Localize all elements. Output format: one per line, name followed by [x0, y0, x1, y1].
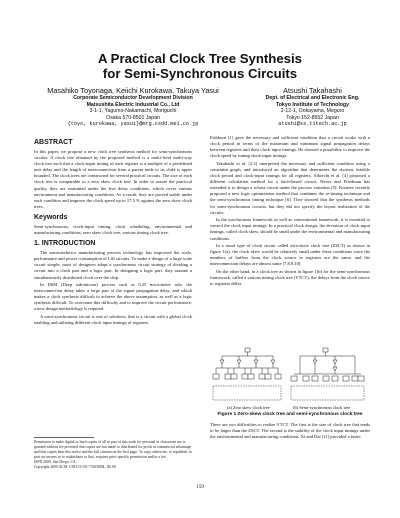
paper-title-line2: for Semi-Synchronous Circuits [102, 66, 298, 81]
author-block-right [250, 86, 375, 128]
affiliation-line: Osaka 570-8501 Japan [106, 114, 160, 121]
clock-tree-figure [210, 346, 370, 404]
author-block-left [28, 86, 238, 128]
author-name-right: Atsushi Takahashi [283, 86, 342, 95]
intro-heading: 1. INTRODUCTION [34, 240, 96, 248]
affiliation-line: Dept. of Electrical and Electronic Eng. [265, 95, 360, 101]
author-names-left: Masahiko Toyonaga, Keiichi Kurokawa, Takuya Yasui [47, 86, 219, 95]
intro-paragraph: In DSM (Deep sub-micron) process such as 0.25 micrometer rule, the interconnection delay takes a large part of the signal propagation delay, and which makes a clock synthesis difficult to achieve the above assumption, as well as a logic synthesis difficult. To overcome this difficulty and to improve the circuit performance, a new design methodology is required. [34, 282, 192, 312]
zero-skew-tree-diagram [213, 348, 281, 400]
body-paragraph-bottom: There are two difficulties to realize VTCT. The first is the size of clock tree that tends to be larger than the ZSCT. The second is the stability of the clock input timings under the environmental and manufacturing conditions. Xi and Dai [11] provided a faster [210, 422, 370, 440]
left-column [34, 135, 192, 328]
permission-notice: Permission to make digital or hard copies of all or part of this work for personal or classroom use is granted without fee provided that copies are not made or distributed for profit or commercial advantage and that copies bear this notice and the full citation on the first page. To copy otherwise, or republish, to post on servers or to redistribute to lists, requires prior specific permission and/or a fee. ISPD 2000, San Diego, CA. Copyright 2000 ACM 1-58113-191-7/00/0004...$5.00 [34, 440, 192, 469]
abstract-text: In this paper, we propose a new clock tree synthesis method for semi-synchronous circuits. A clock tree obtained by the proposed method is a multi-level multi-way clock tree such that a clock-input timing of each register is a multiple of a predefined unit delay and the length of interconnection from a parent node to its child is upper bounded. The clock trees are constructed for several practical circuits. The size of each clock tree is comparable to a zero skew clock tree. In order to assure the practical quality, they are examined under the five delay conditions, which cover various environment and manufacturing conditions. As a result, they are proved stable under each condition and improve the clock speed up to 17.5 % against the zero skew clock trees. [34, 149, 193, 209]
paper-title-line1: A Practical Clock Tree Synthesis [97, 51, 302, 66]
semi-synchronous-tree-diagram [291, 348, 364, 400]
affiliation-line: 3-1-1, Yagumo-Nakamachi, Moriguchi [89, 108, 177, 115]
keywords-heading: Keywords [34, 213, 68, 221]
footnote-rule [34, 437, 94, 438]
affiliation-line: Tokyo Institute of Technology [275, 101, 349, 108]
figure-subcaption-b: (b) Semi-synchronous clock tree [293, 405, 351, 410]
author-email-right: atushi@ss.titech.ac.jp [278, 121, 347, 128]
abstract-heading: ABSTRACT [34, 139, 73, 146]
figure-subcaption-a: (a) Zero skew clock tree [227, 405, 270, 410]
affiliation-line: 2-12-1, Ookayama, Meguro [280, 108, 345, 115]
body-paragraph: In the synchronous framework as well as conventional framework, it is essential to control the clock input timings. In a practical clock design, the deviation of clock input timings, called clock skew, should be small under the environmental and manufacturing conditions. [210, 217, 370, 241]
body-paragraph: Takahashi et al. [2,3] interpreted the necessary and sufficient condition using a constraint graph, and introduced an algorithm that determines the shortest feasible clock period and clock-input timings for all registers. Albrecht et al. [4] proposed a different calculation method for a latch-based circuit. Neves and Friedman has extended it to design a robust circuit under the process variation [5]. Kourtev recently proposed a new logic optimization method that combines the re-timing technique and the semi-synchronous timing technique [6]. They showed that the synthesis methods for semi-synchronous circuits, but they did not specify the layout realization of the circuits. [210, 160, 370, 215]
page-number: 159 [196, 484, 204, 490]
affiliation-line: Tokyo 152-8552 Japan [286, 114, 339, 121]
body-paragraph: In a usual type of clock circuit called zero-skew clock tree (ZSCT) as shown in figure 1(a), the clock skew would be relatively small under these conditions since the numbers of buffers from the clock source to registers are the same, and the interconnection delays are almost same [7,8,9,10]. [210, 243, 370, 267]
keywords-text: Semi-synchronous, clock-input timing, clock scheduling, environmental and manufacturing conditions, zero skew clock tree, various timing clock tree. [34, 223, 192, 236]
affiliation-line: Matsushita Electric Industrial Co., Ltd [86, 101, 180, 108]
body-paragraph: On the other hand, in a clock tree as shown in figure 1(b) for the semi-synchronous framework, called a various timing clock tree (VTCT), the delays from the clock source to registers differ. [210, 268, 370, 287]
right-column [210, 135, 370, 289]
intro-paragraph: The semiconductor manufacturing process technology has improved the scale, performance and power consumption of LSI circuits. To make a design of a large scale circuit simple, most of designers adopt a synchronous circuit strategy of dividing a circuit into a clock part and a logic part. In designing a logic part, they assume a simultaneously distributed clock over the chip. [34, 250, 192, 280]
affiliation-line: Corporate Semiconductor Development Division [73, 95, 193, 101]
intro-paragraph: A semi-synchronous circuit is one of solutions, that is a circuit with a global clock enabling and utilizing different clock input timings of registers. [34, 314, 192, 326]
figure-caption: Figure 1 Zero-skew clock tree and semi-synchronous clock tree [217, 412, 363, 417]
author-email-left: {toyo, kurokawa, yasui}@mrg.csdd.mei.co.jp [67, 121, 199, 128]
body-paragraph: Fishburn [1] gave the necessary and sufficient condition that a circuit works with a clock period in terms of the maximum and minimum signal propagation delays between registers and their clock input timings. He showed a possibility to improve the clock speed by tuning clock-input timings. [210, 135, 370, 159]
